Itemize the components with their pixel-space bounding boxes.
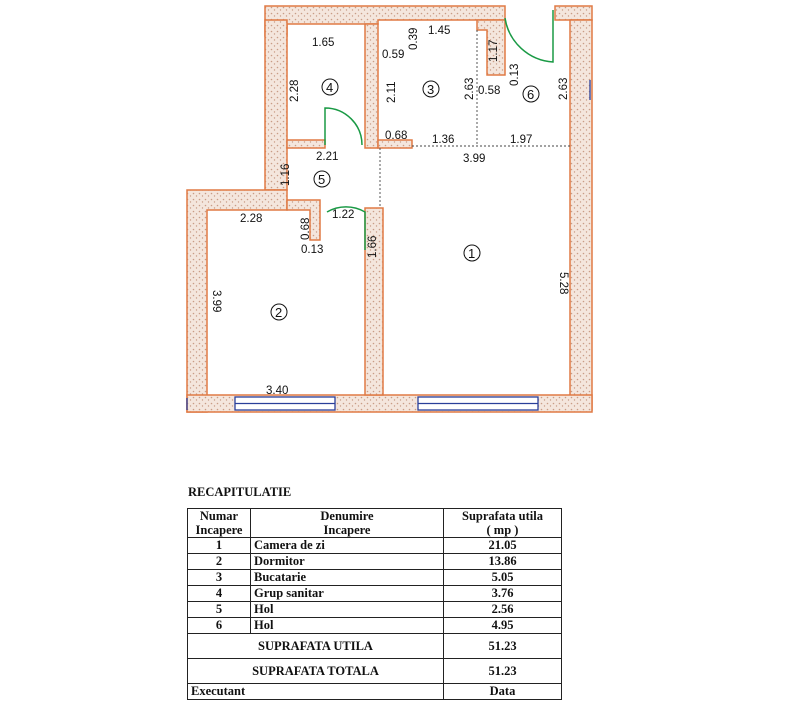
- header-name-line2: Incapere: [323, 523, 371, 537]
- wall-top-right: [555, 6, 592, 20]
- dim-label: 2.28: [240, 213, 263, 225]
- room-name: Dormitor: [251, 554, 444, 570]
- room-number: 4: [326, 80, 334, 95]
- header-nr-line2: Incapere: [195, 523, 243, 537]
- dim-label: 0.68: [385, 130, 408, 142]
- header-nr: [188, 509, 251, 538]
- wall-bath-bottom: [287, 140, 325, 148]
- room-nr: 5: [188, 602, 251, 618]
- dim-label: 2.28: [289, 79, 301, 102]
- table-row: [188, 554, 562, 570]
- wall-right: [570, 20, 592, 410]
- table-row: [188, 602, 562, 618]
- room-name: Camera de zi: [251, 538, 444, 554]
- total-useful-value: 51.23: [444, 634, 562, 659]
- dim-label: 2.21: [316, 151, 339, 163]
- header-area-line1: Suprafata utila: [462, 509, 543, 523]
- dim-label: 0.39: [408, 27, 420, 50]
- open-boundaries: [380, 27, 570, 208]
- dimension-labels: [210, 25, 570, 397]
- total-overall-row: [188, 659, 562, 684]
- room-nr: 6: [188, 618, 251, 634]
- room-nr: 2: [188, 554, 251, 570]
- dim-label: 2.63: [558, 77, 570, 100]
- room-number: 6: [527, 87, 535, 102]
- header-area: [444, 509, 562, 538]
- room-number: 2: [275, 305, 283, 320]
- footer-executant: Executant: [188, 684, 444, 700]
- dim-label: 1.17: [488, 39, 500, 62]
- table-row: [188, 618, 562, 634]
- dim-label: 0.59: [382, 49, 405, 61]
- room-number: 5: [318, 172, 326, 187]
- table-row: [188, 570, 562, 586]
- room-name: Hol: [251, 618, 444, 634]
- room-name: Hol: [251, 602, 444, 618]
- dim-label: 3.99: [210, 290, 222, 313]
- table-row: [188, 538, 562, 554]
- dim-label: 1.66: [367, 235, 379, 258]
- header-nr-line1: Numar: [199, 509, 239, 523]
- wall-top: [265, 6, 505, 36]
- total-overall-label: SUPRAFATA TOTALA: [188, 659, 444, 684]
- room-name: Grup sanitar: [251, 586, 444, 602]
- room-nr: 1: [188, 538, 251, 554]
- dim-label: 1.65: [312, 37, 335, 49]
- room-number: 3: [427, 82, 435, 97]
- header-area-line2: ( mp ): [486, 523, 519, 537]
- room-area: 21.05: [444, 538, 562, 554]
- dim-label: 1.45: [428, 25, 451, 37]
- room-number: 1: [468, 246, 476, 261]
- recap-header-row: [188, 509, 562, 538]
- total-useful-row: [188, 634, 562, 659]
- dim-label: 2.63: [464, 77, 476, 100]
- door-entrance: [505, 10, 553, 62]
- doors: [325, 10, 553, 250]
- walls: [187, 6, 592, 412]
- header-name: [251, 509, 444, 538]
- dim-label: 1.36: [432, 134, 455, 146]
- header-name-line1: Denumire: [320, 509, 374, 523]
- room-area: 13.86: [444, 554, 562, 570]
- room-area: 4.95: [444, 618, 562, 634]
- wall-bath-kitchen: [365, 24, 378, 148]
- dim-label: 0.58: [478, 85, 501, 97]
- dim-label: 0.13: [509, 63, 521, 86]
- door-bathroom: [325, 108, 362, 145]
- room-area: 3.76: [444, 586, 562, 602]
- total-useful-label: SUPRAFATA UTILA: [188, 634, 444, 659]
- dim-label: 3.40: [266, 385, 289, 397]
- table-row: [188, 586, 562, 602]
- room-area: 2.56: [444, 602, 562, 618]
- dim-label: 2.11: [386, 81, 398, 103]
- dim-label: 5.28: [557, 272, 569, 295]
- dim-label: 1.16: [280, 163, 292, 186]
- wall-left-lower: [187, 190, 287, 412]
- total-overall-value: 51.23: [444, 659, 562, 684]
- room-nr: 3: [188, 570, 251, 586]
- room-area: 5.05: [444, 570, 562, 586]
- dim-label: 3.99: [463, 153, 486, 165]
- recap-table: [187, 508, 562, 700]
- room-nr: 4: [188, 586, 251, 602]
- room-name: Bucatarie: [251, 570, 444, 586]
- footer-date: Data: [444, 684, 562, 700]
- footer-row: [188, 684, 562, 700]
- dim-label: 0.68: [300, 217, 312, 240]
- dim-label: 1.97: [510, 134, 533, 146]
- dim-label: 1.22: [332, 209, 355, 221]
- dim-label: 0.13: [301, 244, 324, 256]
- recap-title: RECAPITULATIE: [188, 485, 292, 499]
